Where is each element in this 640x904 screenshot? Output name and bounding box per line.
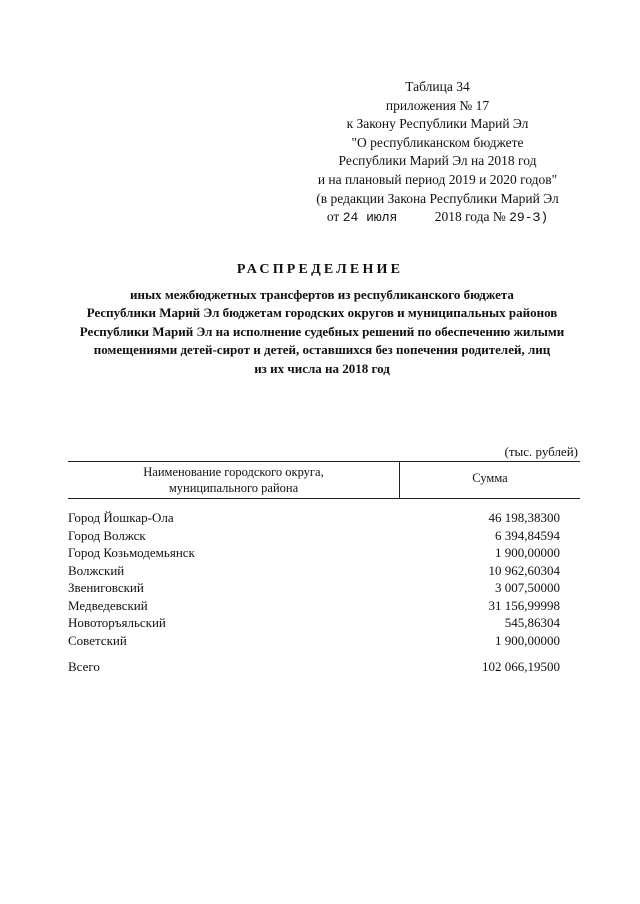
row-name: Город Волжск (68, 527, 146, 543)
row-value: 46 198,38300 (488, 510, 560, 525)
table-row (68, 509, 560, 527)
subtitle-line: Республики Марий Эл на исполнение судебных решений по обеспечению жилыми (79, 323, 565, 339)
row-name: Волжский (68, 562, 125, 578)
row-name: Звениговский (68, 580, 144, 595)
date-year: 2018 года № (434, 209, 506, 225)
column-header-name-line2: муниципального района (168, 481, 299, 495)
table-row (68, 579, 560, 597)
row-name: Город Йошкар-Ола (68, 510, 174, 525)
column-header-name-line1: Наименование городского округа, (143, 465, 324, 479)
table-body (68, 509, 560, 649)
total-label: Всего (68, 659, 100, 674)
row-value: 545,86304 (504, 615, 560, 630)
header-line: Таблица 34 (405, 79, 470, 94)
date-prefix: от (326, 209, 340, 225)
header-line: (в редакции Закона Республики Марий Эл (316, 190, 559, 206)
table-row (68, 562, 560, 580)
subtitle-line: из их числа на 2018 год (254, 360, 390, 376)
units-label: (тыс. рублей) (504, 444, 578, 459)
table-row (68, 544, 560, 562)
row-name: Город Козьмодемьянск (68, 545, 195, 560)
table-header (68, 461, 580, 499)
subtitle-line: помещениями детей-сирот и детей, оставшихся без попечения родителей, лиц (93, 342, 551, 358)
row-name: Медведевский (68, 597, 148, 613)
column-header-name (68, 462, 400, 498)
row-value: 1 900,00000 (495, 545, 560, 560)
total-row (68, 659, 560, 675)
header-line: и на плановый период 2019 и 2020 годов" (317, 171, 558, 187)
column-header-sum: Сумма (472, 471, 508, 485)
total-value: 102 066,19500 (482, 659, 560, 674)
law-date-line (300, 208, 575, 228)
row-name: Советский (68, 632, 127, 648)
subtitle-line: Республики Марий Эл бюджетам городских округов и муниципальных районов (86, 305, 558, 321)
table-row (68, 614, 560, 632)
header-line: приложения № 17 (385, 97, 490, 113)
document-title: РАСПРЕДЕЛЕНИЕ (236, 262, 404, 277)
row-name: Новоторъяльский (68, 615, 166, 630)
subtitle-line: иных межбюджетных трансфертов из республиканского бюджета (130, 287, 514, 302)
law-number: 29-З) (509, 210, 549, 226)
header-line: "О республиканском бюджете (351, 134, 524, 150)
appendix-header (300, 78, 575, 228)
row-value: 10 962,60304 (488, 562, 560, 578)
row-value: 6 394,84594 (495, 527, 560, 543)
row-value: 1 900,00000 (495, 632, 560, 648)
table-row (68, 597, 560, 615)
table-row (68, 527, 560, 545)
document-subtitle (62, 286, 582, 378)
row-value: 31 156,99998 (488, 597, 560, 613)
row-value: 3 007,50000 (495, 580, 560, 595)
header-line: к Закону Республики Марий Эл (346, 116, 529, 132)
header-line: Республики Марий Эл на 2018 год (338, 153, 537, 169)
date-day: 24 июля (342, 210, 398, 226)
table-row (68, 632, 560, 650)
